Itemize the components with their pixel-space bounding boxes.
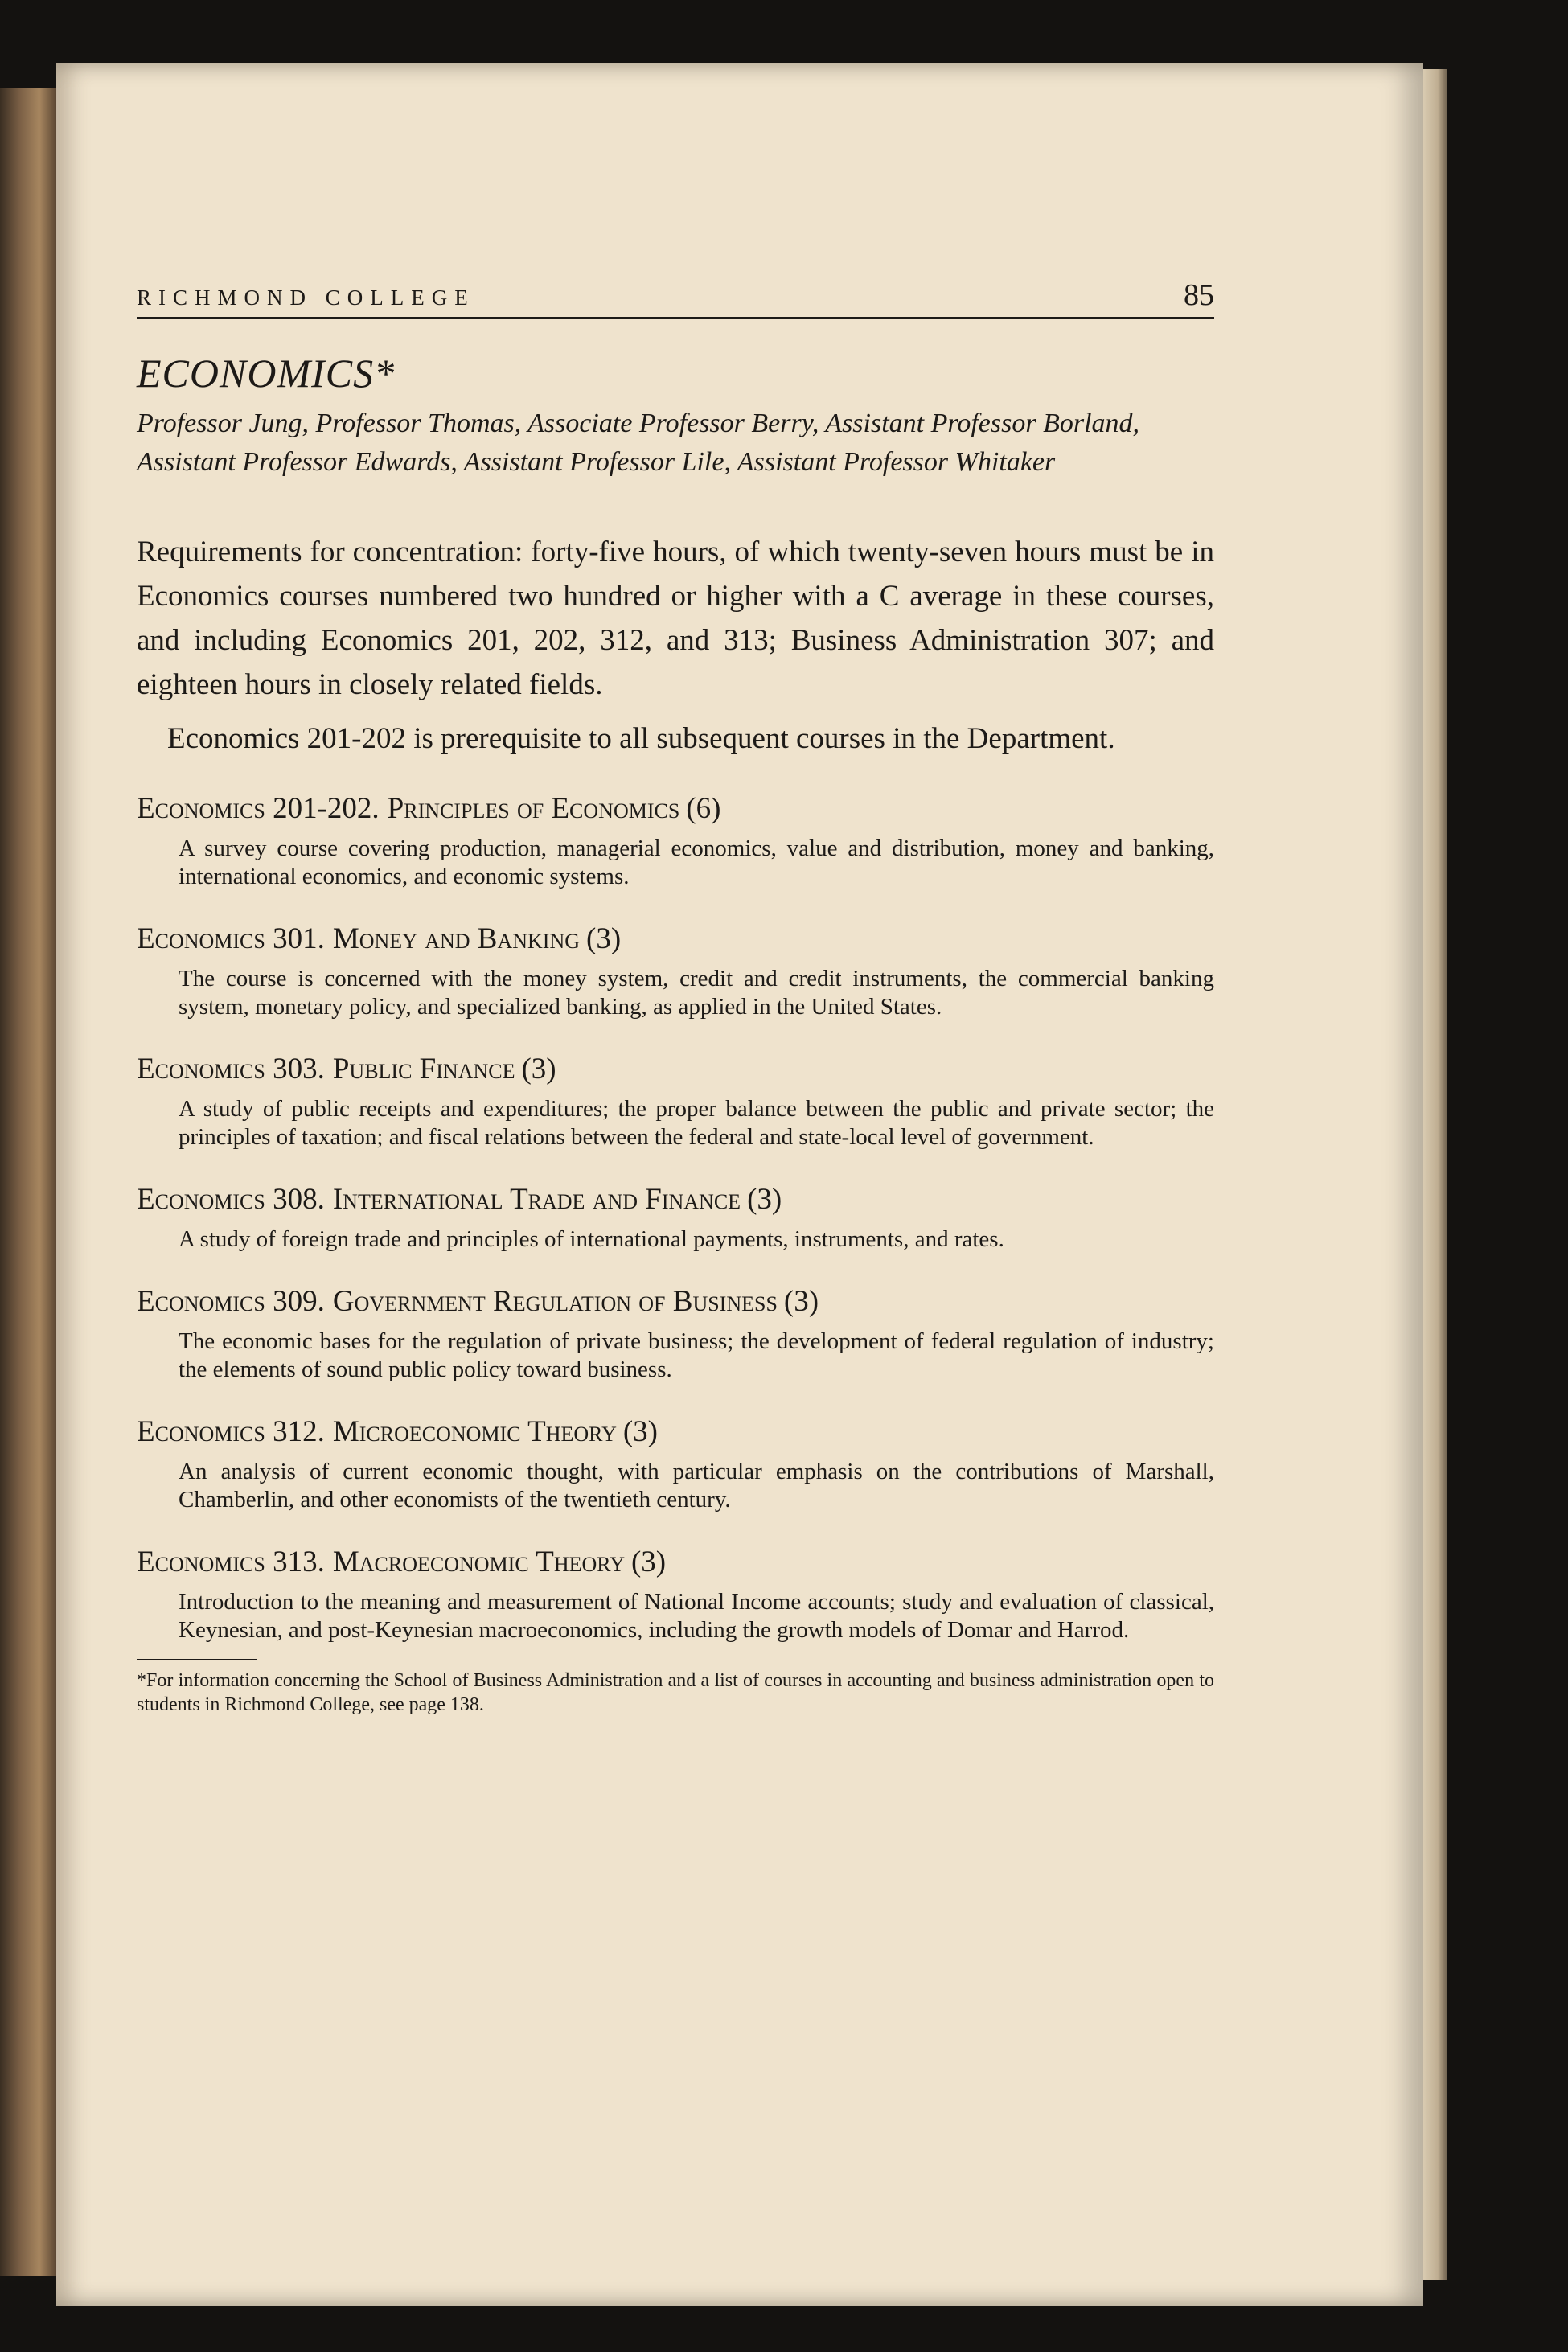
course-credits: (3) [586,922,622,955]
course-description: The economic bases for the regulation of private business; the development of federal regulation of industry; the elements of sound public policy toward business. [179,1328,1214,1382]
course-heading [137,1413,1214,1451]
course-heading [137,790,1214,828]
course-number: Economics 201-202. [137,792,380,825]
course-description: Introduction to the meaning and measurement of National Income accounts; study and evaluation of classical, Keynesian, and post-Keynesian macroeconomics, including the growth models of Domar and Harrod. [179,1589,1214,1643]
course-heading [137,1180,1214,1219]
course-entry [137,1050,1214,1151]
page-number: 85 [1184,278,1214,312]
course-number: Economics 303. [137,1053,325,1086]
course-heading [137,920,1214,958]
course-entry [137,1180,1214,1254]
course-credits: (3) [747,1183,782,1216]
course-credits: (3) [630,1545,667,1578]
footnote: *For information concerning the School of Business Administration and a list of courses in accounting and business administration open to students in Richmond College, see page 138. [137,1670,1214,1715]
running-title: RICHMOND COLLEGE [137,285,475,310]
course-name: Principles of Economics [387,792,680,825]
course-description: A survey course covering production, managerial economics, value and distribution, money and banking, international economics, and economic systems. [179,835,1214,889]
prerequisite-note: Economics 201-202 is prerequisite to all subsequent courses in the Department. [167,722,1115,755]
footnote-rule [137,1659,257,1660]
book-page [56,63,1423,2306]
course-entry [137,920,1214,1021]
running-head [137,280,1214,319]
course-credits: (3) [521,1053,556,1086]
course-name: International Trade and Finance [332,1183,741,1216]
requirements-section [137,530,1214,761]
course-credits: (3) [783,1285,819,1318]
course-name: Government Regulation of Business [332,1285,778,1318]
course-number: Economics 301. [137,922,325,955]
faculty-list: Professor Jung, Professor Thomas, Associate Professor Berry, Assistant Professor Borland, Assistant Professor Edwards, Assistant Professor Lile, Assistant Professor Whitaker [137,408,1140,477]
concentration-requirements: Requirements for concentration: forty-five hours, of which twenty-seven hours must be in Economics courses numbered two hundred or higher with a C average in these courses, and including Economics 201, 202, 312, and 313; Business Administration 307; and eighteen hours in closely related fields. [137,536,1214,701]
course-description: The course is concerned with the money system, credit and credit instruments, the commercial banking system, monetary policy, and specialized banking, as applied in the United States. [179,966,1214,1020]
course-credits: (3) [622,1415,659,1448]
course-description: A study of public receipts and expenditures; the proper balance between the public and private sector; the principles of taxation; and fiscal relations between the federal and state-local level of government. [179,1096,1214,1150]
course-entry [137,1543,1214,1644]
course-heading [137,1283,1214,1321]
course-number: Economics 309. [137,1285,325,1318]
course-name: Public Finance [332,1053,515,1086]
course-credits: (6) [686,792,721,825]
course-name: Money and Banking [332,922,581,955]
course-number: Economics 313. [137,1545,325,1578]
course-heading [137,1543,1214,1582]
course-entry [137,1283,1214,1384]
course-entry [137,1413,1214,1514]
course-heading [137,1050,1214,1089]
page-fore-edge [1423,69,1447,2280]
department-title: ECONOMICS* [137,351,396,396]
course-description: An analysis of current economic thought, with particular emphasis on the contributions of Marshall, Chamberlin, and other economists of the twentieth century. [179,1459,1214,1513]
course-name: Macroeconomic Theory [332,1545,625,1578]
course-entry [137,790,1214,891]
page-content [137,280,1214,1717]
book-spine-edge [0,88,56,2276]
course-name: Microeconomic Theory [332,1415,617,1448]
course-number: Economics 308. [137,1183,325,1216]
course-number: Economics 312. [137,1415,325,1448]
course-description: A study of foreign trade and principles of international payments, instruments, and rates. [179,1226,1004,1252]
